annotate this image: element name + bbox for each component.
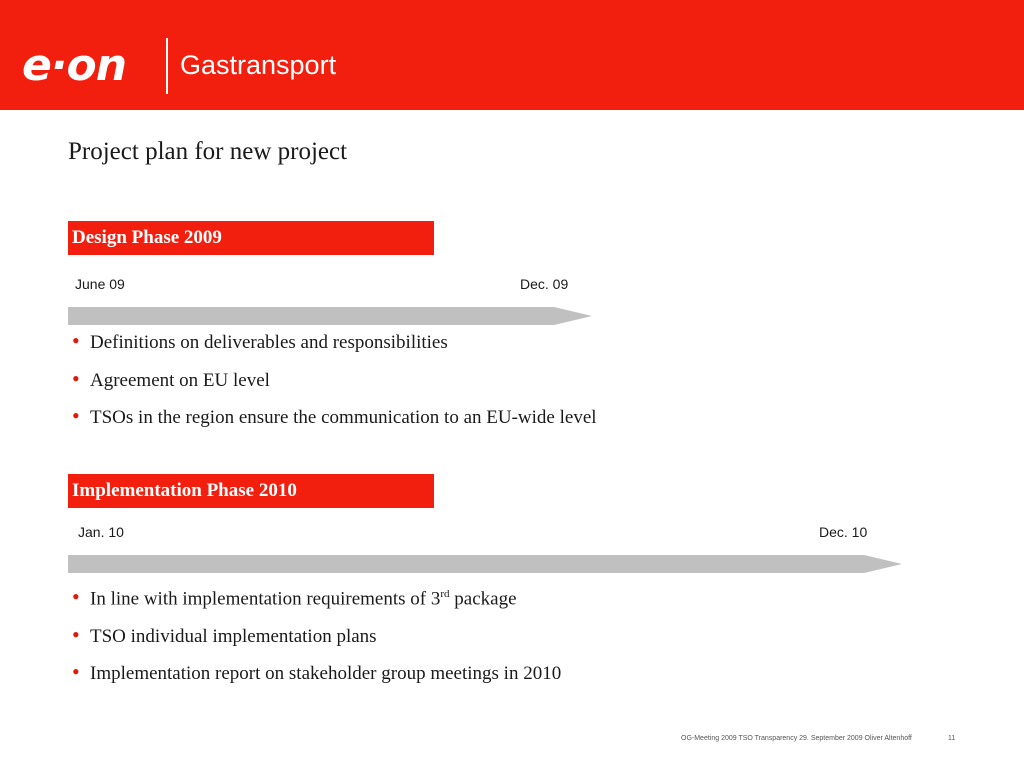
design-phase-end-date: Dec. 09 bbox=[520, 276, 569, 292]
implementation-phase-end-date: Dec. 10 bbox=[819, 524, 868, 540]
design-phase-timeline-arrow bbox=[68, 307, 592, 325]
page-title: Project plan for new project bbox=[68, 138, 348, 165]
eon-logo: e·on bbox=[22, 40, 127, 91]
bullet-dot: • bbox=[72, 328, 80, 353]
page-number: 11 bbox=[948, 735, 956, 742]
implementation-phase-bullet-list bbox=[72, 584, 562, 702]
list-item bbox=[72, 621, 561, 665]
list-item bbox=[72, 659, 562, 702]
list-item bbox=[72, 328, 597, 371]
bullet-dot: • bbox=[72, 365, 80, 391]
bullet-text: TSO individual implementation plans bbox=[90, 625, 377, 647]
bullet-text-part: In line with implementation requirements of 3 bbox=[90, 588, 441, 610]
bullet-text: TSOs in the region ensure the communication to an EU-wide level bbox=[90, 407, 597, 428]
design-phase-start-date: June 09 bbox=[75, 276, 125, 292]
ordinal-superscript: rd bbox=[440, 588, 450, 600]
logo-divider bbox=[166, 38, 168, 94]
design-phase-heading: Design Phase 2009 bbox=[68, 221, 434, 255]
list-item bbox=[72, 584, 561, 627]
implementation-phase-start-date: Jan. 10 bbox=[78, 524, 124, 540]
bullet-dot: • bbox=[72, 403, 80, 428]
header-bar bbox=[0, 0, 1024, 110]
bullet-dot: • bbox=[72, 621, 80, 647]
bullet-text: Agreement on EU level bbox=[90, 369, 270, 391]
bullet-text: Implementation report on stakeholder group meetings in 2010 bbox=[90, 663, 562, 684]
implementation-phase-heading: Implementation Phase 2010 bbox=[68, 474, 434, 508]
list-item bbox=[72, 403, 597, 446]
footer-text: OG-Meeting 2009 TSO Transparency 29. September 2009 Oliver Altenhoff bbox=[681, 735, 912, 742]
bullet-dot: • bbox=[72, 659, 80, 684]
bullet-text-part: package bbox=[449, 588, 517, 610]
list-item bbox=[72, 365, 597, 409]
bullet-dot: • bbox=[72, 584, 80, 609]
design-phase-bullet-list bbox=[72, 328, 597, 446]
bullet-text: Definitions on deliverables and responsibilities bbox=[90, 332, 448, 353]
implementation-phase-timeline-arrow bbox=[68, 555, 902, 573]
brand-subtitle: Gastransport bbox=[180, 50, 337, 80]
